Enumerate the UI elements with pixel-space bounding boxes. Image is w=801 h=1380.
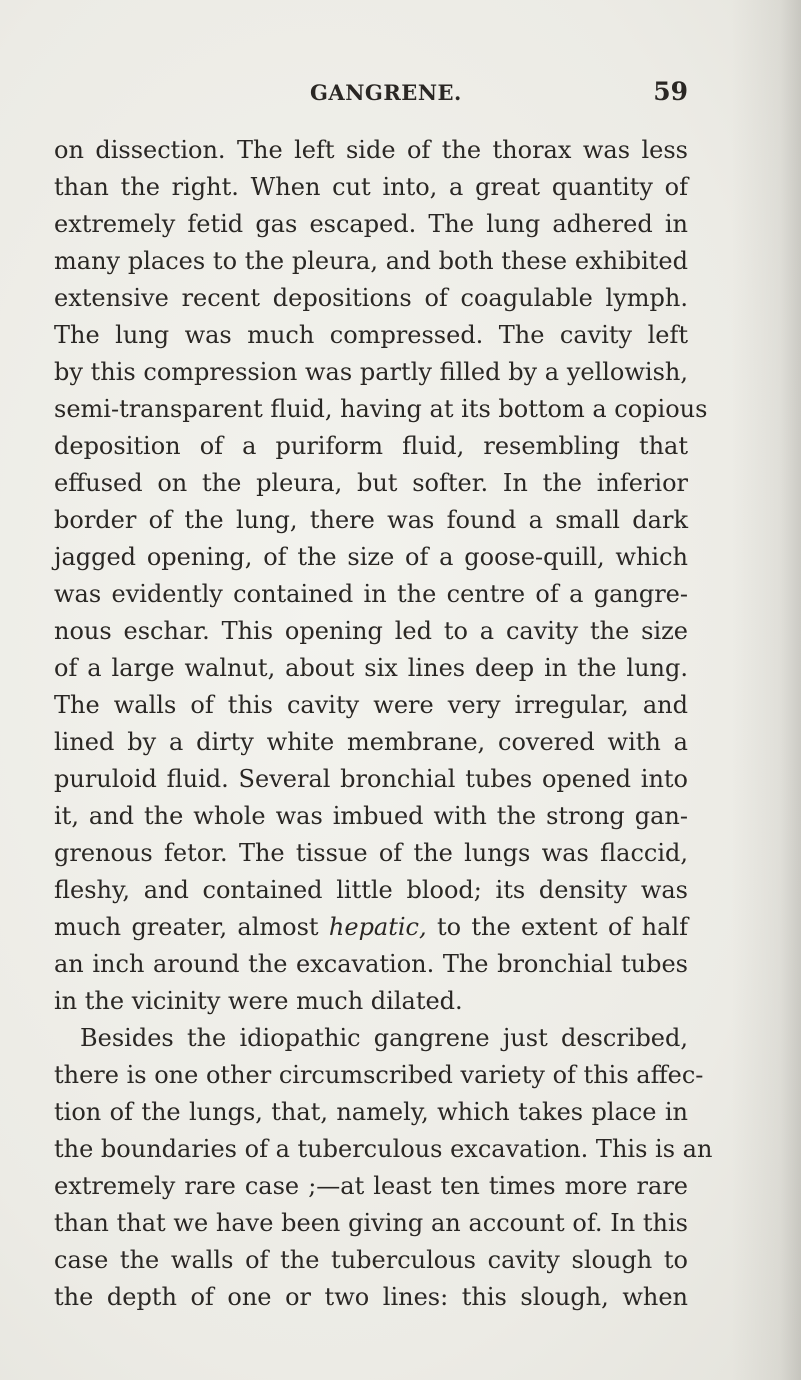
text-line: there is one other circumscribed variety of this affec- (54, 1061, 704, 1089)
text-line: lined by a dirty white membrane, covered with a (54, 728, 688, 756)
text-line: many places to the pleura, and both these exhibited (54, 247, 688, 275)
text-line: an inch around the excavation. The bronchial tubes (54, 950, 688, 978)
text-line: it, and the whole was imbued with the strong gan- (54, 802, 688, 830)
text-line: of a large walnut, about six lines deep in the lung. (54, 654, 688, 682)
text-line: on dissection. The left side of the thorax was less (54, 136, 688, 164)
body-text (54, 132, 713, 1316)
text-line: fleshy, and contained little blood; its density was (54, 876, 688, 904)
text-line: tion of the lungs, that, namely, which takes place in (54, 1098, 688, 1126)
text-line: The lung was much compressed. The cavity left (54, 321, 688, 349)
text-span: to the extent of half (426, 913, 689, 941)
text-line: extremely rare case ;—at least ten times more rare (54, 1172, 688, 1200)
text-line: the boundaries of a tuberculous excavation. This is an (54, 1135, 713, 1163)
page-gutter-shadow (731, 0, 801, 1380)
text-line: the depth of one or two lines: this slough, when (54, 1283, 688, 1311)
text-line: by this compression was partly filled by a yellowish, (54, 358, 688, 386)
page-number: 59 (653, 77, 688, 106)
text-line: was evidently contained in the centre of a gangre- (54, 580, 688, 608)
text-line: grenous fetor. The tissue of the lungs was flaccid, (54, 839, 688, 867)
text-line-with-italic (54, 909, 688, 946)
text-line: extensive recent depositions of coagulable lymph. (54, 284, 688, 312)
text-line: border of the lung, there was found a small dark (54, 506, 688, 534)
text-line: effused on the pleura, but softer. In the inferior (54, 469, 688, 497)
text-span: much greater, almost (54, 913, 329, 941)
paragraph-start-line: Besides the idiopathic gangrene just described, (80, 1024, 688, 1052)
text-line: jagged opening, of the size of a goose-quill, which (54, 543, 688, 571)
text-line: puruloid fluid. Several bronchial tubes opened into (54, 765, 688, 793)
page-header (54, 77, 688, 110)
text-line: deposition of a puriform fluid, resembling that (54, 432, 688, 460)
text-line: nous eschar. This opening led to a cavity the size (54, 617, 688, 645)
text-line: extremely fetid gas escaped. The lung adhered in (54, 210, 688, 238)
paragraph-end-line: in the vicinity were much dilated. (54, 987, 463, 1015)
italic-term: hepatic, (328, 913, 427, 941)
text-line: semi-transparent fluid, having at its bottom a copious (54, 395, 708, 423)
text-line: The walls of this cavity were very irregular, and (54, 691, 688, 719)
text-line: case the walls of the tuberculous cavity slough to (54, 1246, 688, 1274)
text-line: than that we have been giving an account of. In this (54, 1209, 688, 1237)
running-title: GANGRENE. (310, 80, 462, 105)
text-line: than the right. When cut into, a great quantity of (54, 173, 688, 201)
